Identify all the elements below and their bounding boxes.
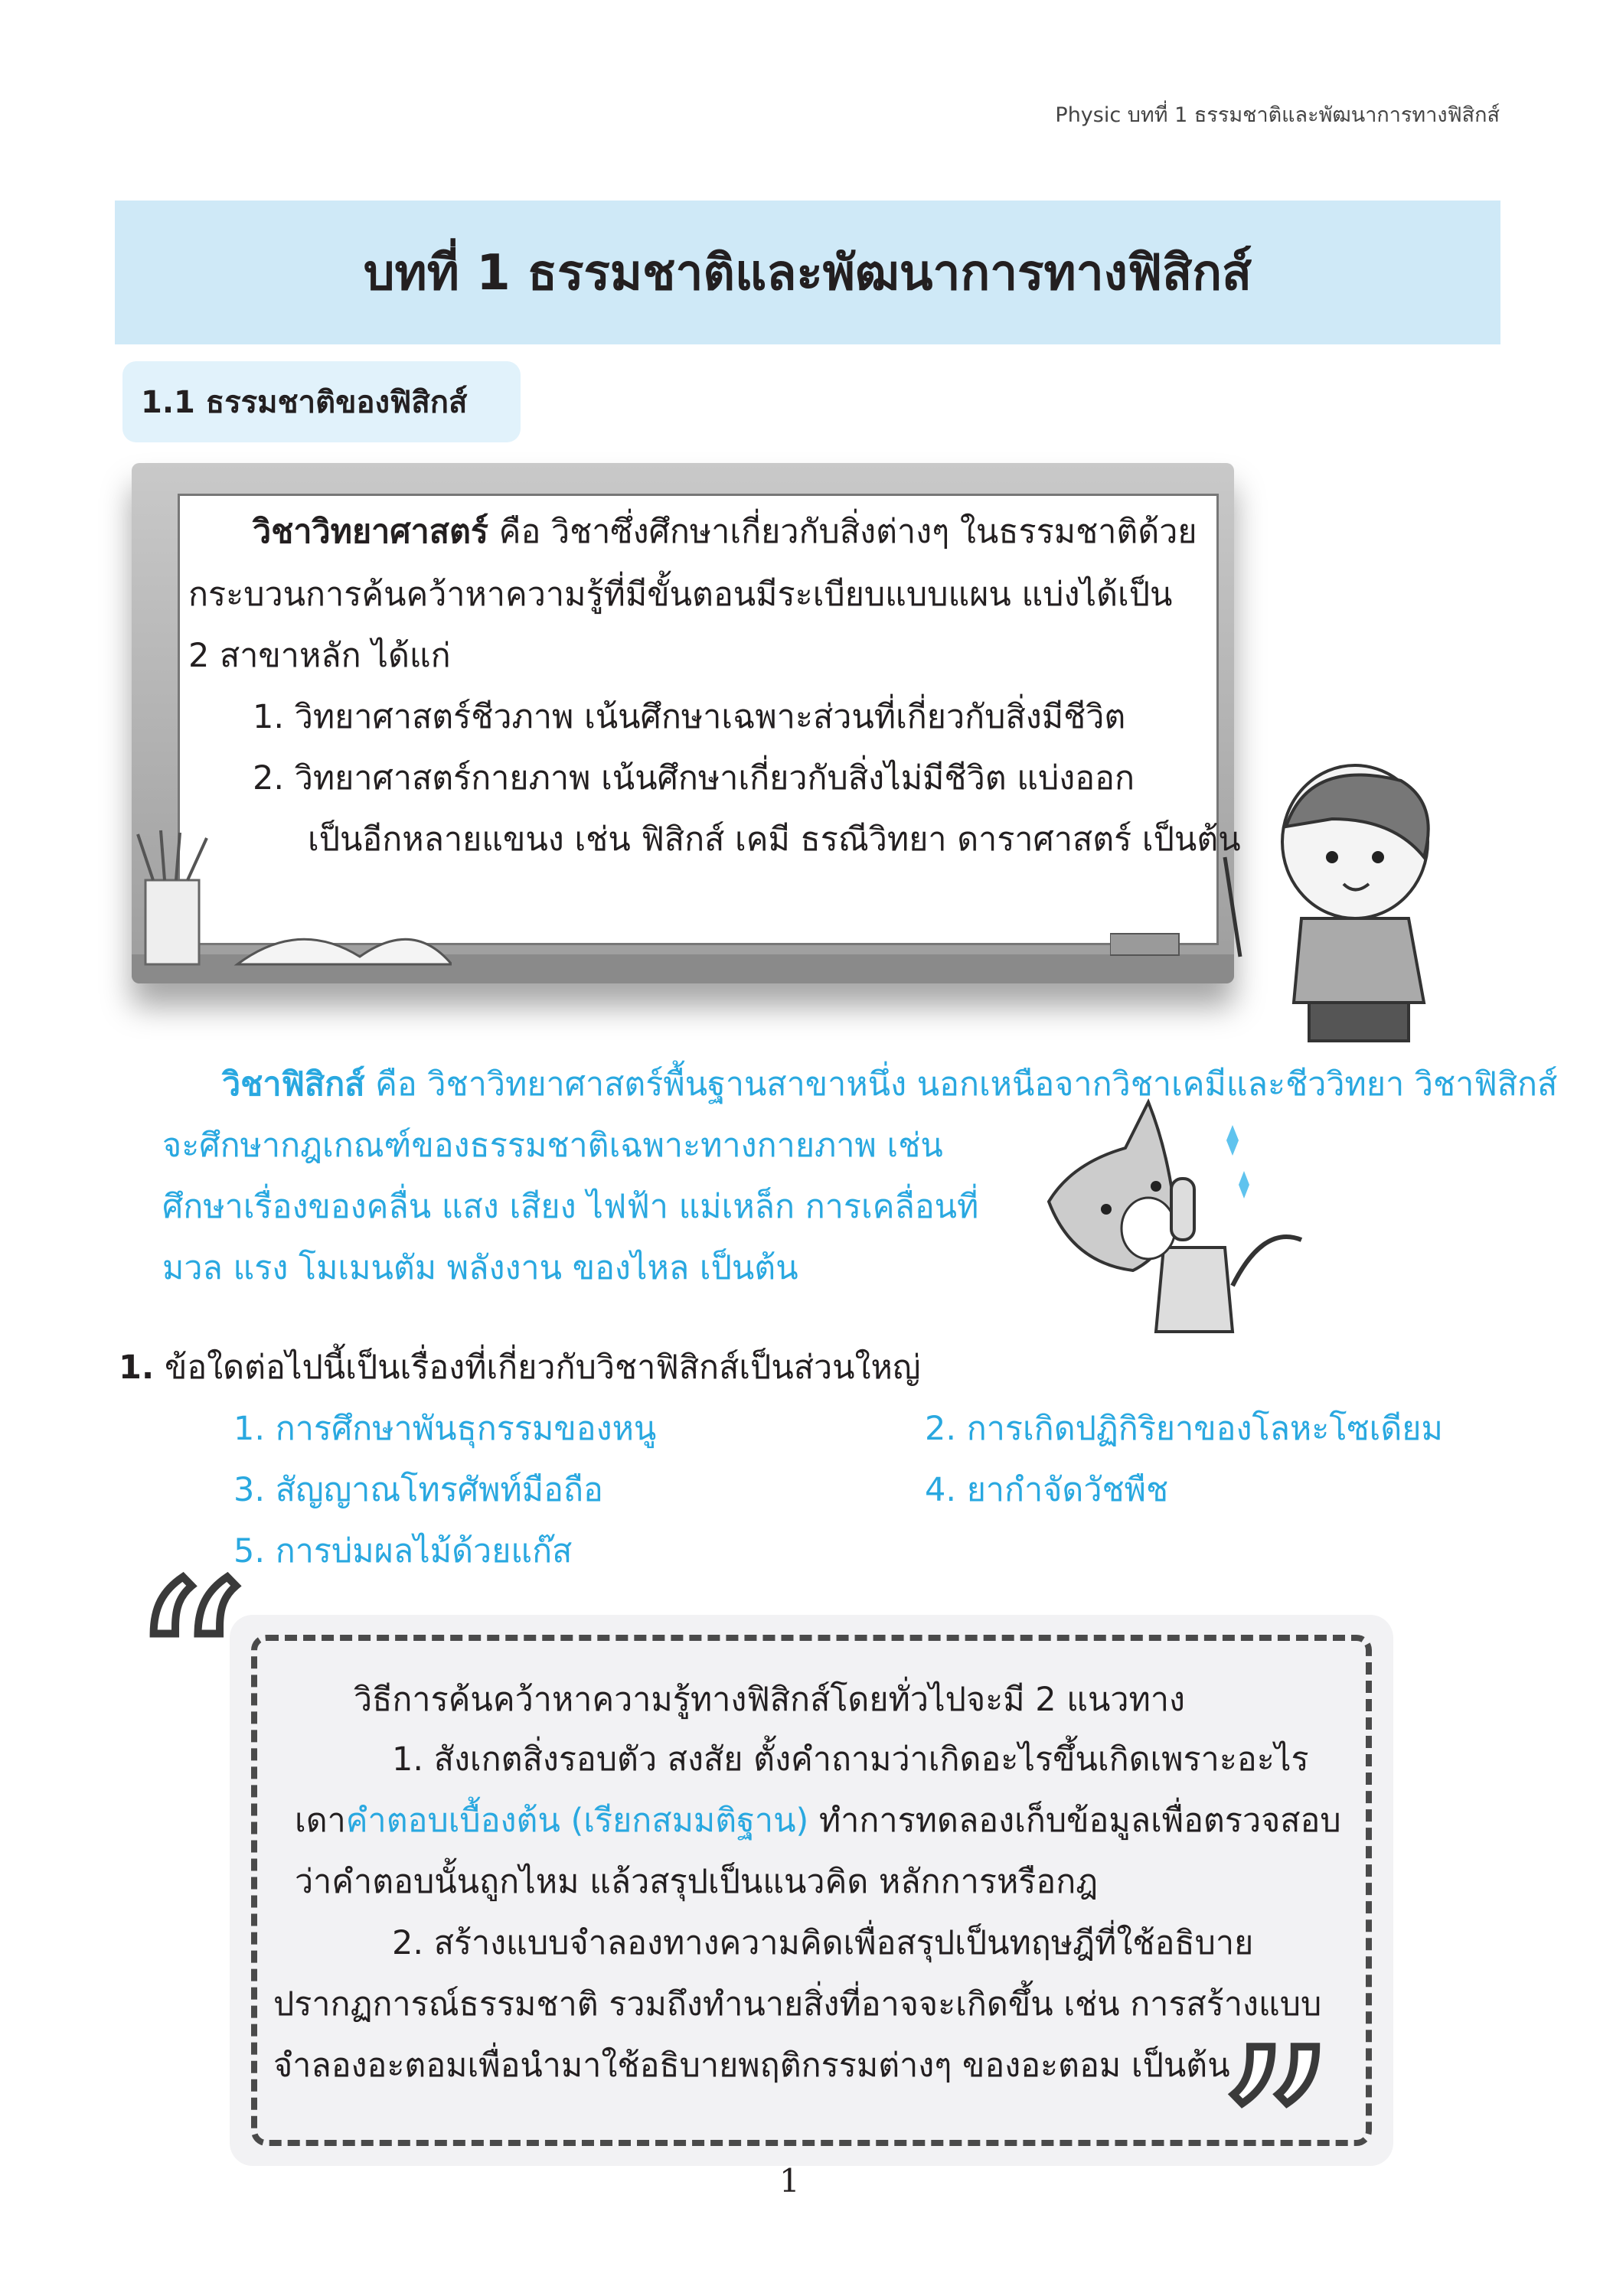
question-text: ข้อใดต่อไปนี้เป็นเรื่องที่เกี่ยวกับวิชาฟิสิกส์เป็นส่วนใหญ่	[164, 1349, 921, 1387]
eraser-icon	[1110, 930, 1187, 960]
running-header: Physic บทที่ 1 ธรรมชาติและพัฒนาการทางฟิสิกส์	[1055, 103, 1500, 127]
method-1-line-3: ว่าคำตอบนั้นถูกไหม แล้วสรุปเป็นแนวคิด หลักการหรือกฎ	[295, 1863, 1099, 1901]
method-1-line-2b: ทำการทดลองเก็บข้อมูลเพื่อตรวจสอบ	[808, 1802, 1341, 1840]
chapter-banner	[115, 201, 1500, 344]
board-item-2-cont: เป็นอีกหลายแขนง เช่น ฟิสิกส์ เคมี ธรณีวิทยา ดาราศาสตร์ เป็นต้น	[308, 820, 1241, 859]
board-term: วิชาวิทยาศาสตร์	[253, 513, 489, 551]
board-line-1	[253, 505, 1197, 557]
option-3[interactable]: 3. สัญญาณโทรศัพท์มือถือ	[233, 1471, 603, 1509]
cat-thumbs-up-illustration	[1041, 1094, 1332, 1339]
method-1-line-2a: เดา	[295, 1802, 346, 1840]
board-line-2: กระบวนการค้นคว้าหาความรู้ที่มีขั้นตอนมีระเบียบแบบแผน แบ่งได้เป็น	[188, 576, 1173, 614]
method-2-line-3: จำลองอะตอมเพื่อนำมาใช้อธิบายพฤติกรรมต่างๆ ของอะตอม เป็นต้น	[273, 2047, 1230, 2085]
question-1	[119, 1341, 921, 1393]
option-5[interactable]: 5. การบ่มผลไม้ด้วยแก๊ส	[233, 1532, 573, 1570]
method-title: วิธีการค้นคว้าหาความรู้ทางฟิสิกส์โดยทั่วไปจะมี 2 แนวทาง	[354, 1681, 1186, 1719]
open-quote-icon: “	[130, 1534, 248, 1802]
section-heading: 1.1 ธรรมชาติของฟิสิกส์	[122, 361, 521, 442]
physics-line-2: จะศึกษากฎเกณฑ์ของธรรมชาติเฉพาะทางกายภาพ เช่น	[162, 1127, 943, 1165]
question-number: 1.	[119, 1349, 155, 1387]
board-line-1-text: คือ วิชาซึ่งศึกษาเกี่ยวกับสิ่งต่างๆ ในธรรมชาติด้วย	[488, 513, 1197, 551]
option-1[interactable]: 1. การศึกษาพันธุกรรมของหนู	[233, 1410, 657, 1448]
board-line-3: 2 สาขาหลัก ได้แก่	[188, 637, 451, 675]
physics-line-3: ศึกษาเรื่องของคลื่น แสง เสียง ไฟฟ้า แม่เหล็ก การเคลื่อนที่	[162, 1188, 979, 1226]
physics-line-1-text: คือ วิชาวิทยาศาสตร์พื้นฐานสาขาหนึ่ง นอกเหนือจากวิชาเคมีและชีววิทยา วิชาฟิสิกส์	[364, 1065, 1558, 1104]
page-number: 1	[779, 2162, 800, 2200]
close-quote-icon: ”	[1217, 2001, 1335, 2268]
method-1-line-1: 1. สังเกตสิ่งรอบตัว สงสัย ตั้งคำถามว่าเกิดอะไรขึ้นเกิดเพราะอะไร	[392, 1740, 1309, 1779]
method-1-line-2	[295, 1794, 1341, 1846]
method-2-line-1: 2. สร้างแบบจำลองทางความคิดเพื่อสรุปเป็นทฤษฎีที่ใช้อธิบาย	[392, 1924, 1254, 1962]
physics-term: วิชาฟิสิกส์	[222, 1065, 365, 1104]
chapter-title: บทที่ 1 ธรรมชาติและพัฒนาการทางฟิสิกส์	[363, 245, 1252, 302]
physics-line-1	[222, 1058, 1557, 1110]
method-2-line-2: ปรากฏการณ์ธรรมชาติ รวมถึงทำนายสิ่งที่อาจจะเกิดขึ้น เช่น การสร้างแบบ	[273, 1985, 1322, 2024]
hypothesis-highlight: คำตอบเบื้องต้น (เรียกสมมติฐาน)	[345, 1802, 809, 1840]
option-4[interactable]: 4. ยากำจัดวัชพืช	[925, 1471, 1169, 1509]
boy-teacher-illustration	[1217, 758, 1462, 1049]
board-item-1: 1. วิทยาศาสตร์ชีวภาพ เน้นศึกษาเฉพาะส่วนที่เกี่ยวกับสิ่งมีชีวิต	[253, 698, 1126, 736]
board-item-2: 2. วิทยาศาสตร์กายภาพ เน้นศึกษาเกี่ยวกับสิ่งไม่มีชีวิต แบ่งออก	[253, 759, 1135, 797]
option-2[interactable]: 2. การเกิดปฏิกิริยาของโลหะโซเดียม	[925, 1410, 1443, 1448]
physics-line-4: มวล แรง โมเมนตัม พลังงาน ของไหล เป็นต้น	[162, 1249, 798, 1287]
